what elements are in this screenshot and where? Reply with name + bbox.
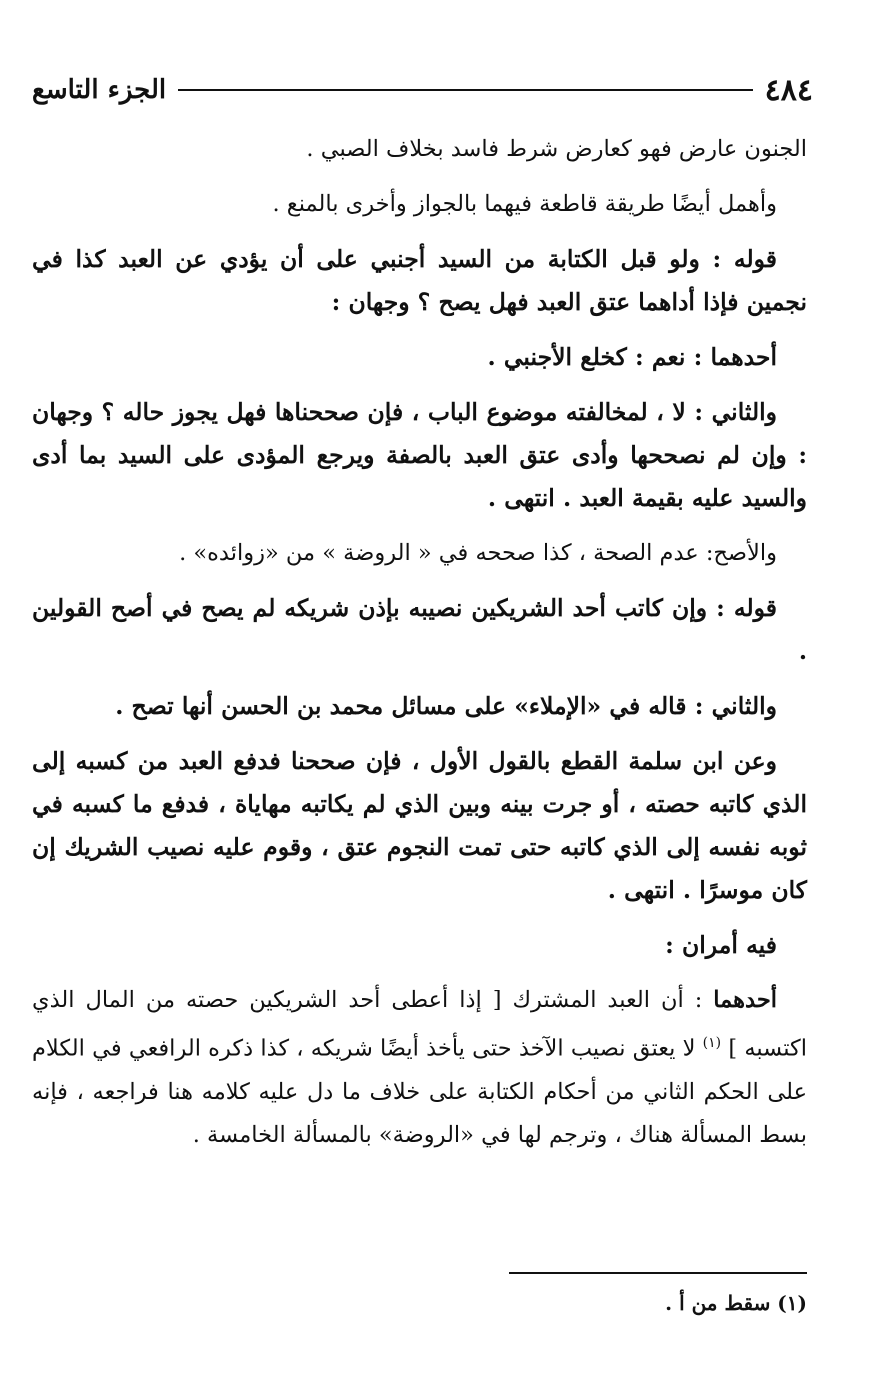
quoted-paragraph: والثاني : لا ، لمخالفته موضوع الباب ، فإن صححناها فهل يجوز حاله ؟ وجهان : وإن لم نصححها وأدى عتق العبد بالصفة ويرجع المؤدى على السيد بما أدى والسيد عليه بقيمة العبد . انتهى . [32, 398, 807, 512]
paragraph-text: لا يعتق نصيب الآخذ حتى يأخذ أيضًا شريكه ، كذا ذكره الرافعي في الكلام على الحكم الثاني من أحكام الكتابة على خلاف ما دل عليه كلامه هنا فراجعه ، فإنه بسط المسألة هناك ، وترجم لها في «الروضة» بالمسألة الخامسة . [32, 1035, 807, 1148]
running-title: الجزء التاسع [32, 75, 167, 105]
header-rule [178, 89, 753, 91]
quoted-paragraph: فيه أمران : [665, 931, 777, 959]
page-body [32, 128, 807, 1169]
footnote-separator [509, 1272, 807, 1274]
paragraph: وأهمل أيضًا طريقة قاطعة فيهما بالجواز وأخرى بالمنع . [272, 191, 777, 217]
quoted-paragraph: قوله : ولو قبل الكتابة من السيد أجنبي على أن يؤدي عن العبد كذا في نجمين فإذا أداهما عتق العبد فهل يصح ؟ وجهان : [32, 245, 807, 316]
paragraph: الجنون عارض فهو كعارض شرط فاسد بخلاف الصبي . [306, 136, 807, 162]
paragraph-text: : أن العبد المشترك [ إذا أعطى أحد الشريكين حصته من المال الذي اكتسبه ] [32, 987, 807, 1062]
quoted-paragraph: أحدهما : نعم : كخلع الأجنبي . [487, 343, 777, 371]
quoted-paragraph: وعن ابن سلمة القطع بالقول الأول ، فإن صححنا فدفع العبد من كسبه إلى الذي كاتبه حصته ، أو جرت بينه وبين الذي لم يكاتبه مهاياة ، فدفع ما كسبه في ثوبه نفسه إلى الذي كاتبه حتى تمت النجوم عتق ، وقوم عليه نصيب الشريك إن كان موسرًا . انتهى . [32, 747, 807, 904]
footnote: (١) سقط من أ . [665, 1291, 807, 1315]
paragraph-lead: أحدهما [713, 987, 777, 1013]
paragraph: والأصح: عدم الصحة ، كذا صححه في « الروضة » من «زوائده» . [179, 540, 777, 566]
quoted-paragraph: قوله : وإن كاتب أحد الشريكين نصيبه بإذن شريكه لم يصح في أصح القولين . [32, 594, 807, 665]
quoted-paragraph: والثاني : قاله في «الإملاء» على مسائل محمد بن الحسن أنها تصح . [115, 692, 777, 720]
page-header [32, 68, 813, 112]
paragraph [32, 979, 807, 1157]
footnote-ref: (١) [702, 1035, 722, 1051]
page-number: ٤٨٤ [764, 72, 813, 108]
